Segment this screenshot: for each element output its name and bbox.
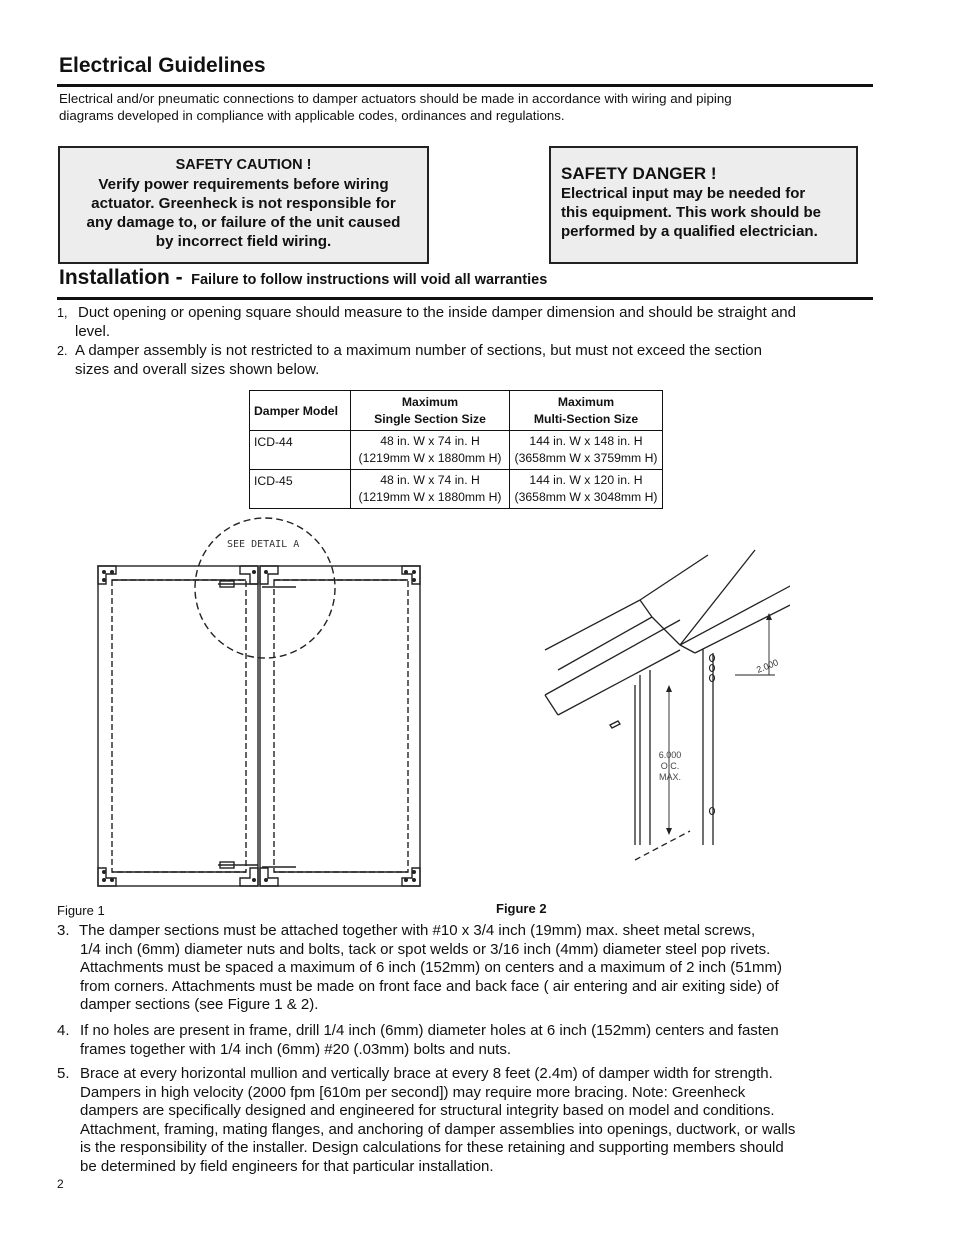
page-number: 2 <box>57 1177 64 1191</box>
cell-multi <box>510 470 663 509</box>
figure-1-drawing <box>90 510 450 900</box>
caution-text: by incorrect field wiring. <box>155 233 332 250</box>
table-row <box>250 470 663 509</box>
step-number: 1, <box>57 306 68 320</box>
caution-text: any damage to, or failure of the unit caused <box>86 214 401 231</box>
step-5 <box>57 1065 877 1177</box>
step-number: 3. <box>57 922 70 939</box>
cell-text: 144 in. W x 120 in. H <box>529 473 643 487</box>
left-damper-frame <box>98 566 258 886</box>
step-text: dampers are specifically designed and engineered for structural integrity based on model and conditions. <box>80 1102 775 1120</box>
caution-text: Verify power requirements before wiring <box>98 176 389 193</box>
danger-text: Electrical input may be needed for <box>561 185 806 202</box>
danger-text: performed by a qualified electrician. <box>561 223 818 240</box>
cell-text: 144 in. W x 148 in. H <box>529 434 643 448</box>
step-2 <box>57 342 872 379</box>
step-text: sizes and overall sizes shown below. <box>75 360 320 378</box>
danger-title: SAFETY DANGER ! <box>561 164 717 183</box>
installation-subheading: Failure to follow instructions will void all warranties <box>191 272 548 288</box>
header-single <box>351 391 510 431</box>
detail-a-label: SEE DETAIL A <box>227 539 300 550</box>
danger-text: this equipment. This work should be <box>561 204 822 221</box>
header-multi <box>510 391 663 431</box>
cell-text: 48 in. W x 74 in. H <box>380 473 480 487</box>
step-text: The damper sections must be attached together with #10 x 3/4 inch (19mm) max. sheet metal screws, <box>79 922 756 939</box>
step-text: A damper assembly is not restricted to a maximum number of sections, but must not exceed the section <box>75 342 762 359</box>
heading-rule <box>57 297 873 300</box>
electrical-heading: Electrical Guidelines <box>59 54 266 77</box>
step-text: frames together with 1/4 inch (6mm) #20 (.03mm) bolts and nuts. <box>80 1040 512 1058</box>
installation-heading: Installation - <box>59 266 183 289</box>
step-text: Dampers in high velocity (2000 fpm [610m per second]) may require more bracing. Note: Greenheck <box>80 1083 746 1101</box>
heading-rule <box>57 84 873 87</box>
dimension-6-label: 6.000 <box>658 750 682 760</box>
step-text: Attachments must be spaced a maximum of 6 inch (152mm) on centers and a maximum of 2 inch (51mm) <box>80 959 782 977</box>
header-text: Maximum <box>401 394 459 409</box>
figure-1-caption: Figure 1 <box>57 903 105 918</box>
step-1 <box>57 304 872 341</box>
intro-line: Electrical and/or pneumatic connections to damper actuators should be made in accordance with wiring and piping <box>59 91 732 106</box>
cell-text: (1219mm W x 1880mm H) <box>358 451 502 465</box>
step-text: level. <box>75 322 111 340</box>
intro-line: diagrams developed in compliance with applicable codes, ordinances and regulations. <box>59 108 565 123</box>
installation-heading-row <box>59 266 547 290</box>
header-text: Single Section Size <box>374 411 486 426</box>
left-damper-inner <box>112 580 246 872</box>
cell-multi <box>510 431 663 470</box>
caution-text: actuator. Greenheck is not responsible for <box>91 195 396 212</box>
step-3 <box>57 922 872 1015</box>
cell-text: 48 in. W x 74 in. H <box>380 434 480 448</box>
header-text: Maximum <box>557 394 615 409</box>
right-damper-frame <box>260 566 420 886</box>
figure-2-caption: Figure 2 <box>496 901 547 916</box>
step-text: damper sections (see Figure 1 & 2). <box>80 996 319 1014</box>
cell-text: (1219mm W x 1880mm H) <box>358 490 502 504</box>
electrical-intro <box>59 90 879 124</box>
cell-text: (3658mm W x 3048mm H) <box>514 490 658 504</box>
step-number: 2. <box>57 344 68 358</box>
header-model: Damper Model <box>250 391 351 431</box>
caution-title: SAFETY CAUTION ! <box>175 157 312 173</box>
step-text: be determined by field engineers for that particular installation. <box>80 1157 494 1175</box>
cell-single <box>351 470 510 509</box>
table-header-row <box>250 391 663 431</box>
step-text: If no holes are present in frame, drill 1/4 inch (6mm) diameter holes at 6 inch (152mm) centers and fasten <box>80 1022 779 1039</box>
safety-caution-box <box>58 146 429 264</box>
table-row <box>250 431 663 470</box>
right-damper-inner <box>274 580 408 872</box>
step-text: from corners. Attachments must be made on front face and back face ( air entering and air exiting side) of <box>80 977 779 995</box>
header-text: Multi-Section Size <box>533 411 639 426</box>
cell-model: ICD-44 <box>250 431 351 470</box>
step-text: 1/4 inch (6mm) diameter nuts and bolts, tack or spot welds or 3/16 inch (4mm) diameter steel pop rivets. <box>80 940 771 958</box>
step-text: is the responsibility of the installer. Design calculations for these retaining and supporting members should <box>80 1139 784 1157</box>
step-text: Brace at every horizontal mullion and vertically brace at every 8 feet (2.4m) of damper width for strength. <box>80 1065 773 1082</box>
size-table <box>249 390 663 509</box>
dimension-max-label: MAX. <box>658 772 682 782</box>
step-4 <box>57 1022 872 1059</box>
step-text: Duct opening or opening square should measure to the inside damper dimension and should be straight and <box>78 304 796 321</box>
step-number: 5. <box>57 1065 70 1082</box>
cell-single <box>351 431 510 470</box>
cell-text: (3658mm W x 3759mm H) <box>514 451 658 465</box>
step-number: 4. <box>57 1022 70 1039</box>
safety-danger-box <box>549 146 858 264</box>
figure-2-drawing <box>530 545 790 875</box>
cell-model: ICD-45 <box>250 470 351 509</box>
dimension-oc-label: O.C. <box>660 761 680 771</box>
dimension-2-label: 2.000 <box>755 657 780 675</box>
step-text: Attachment, framing, mating flanges, and anchoring of damper assemblies into openings, ductwork, or walls <box>80 1120 796 1138</box>
